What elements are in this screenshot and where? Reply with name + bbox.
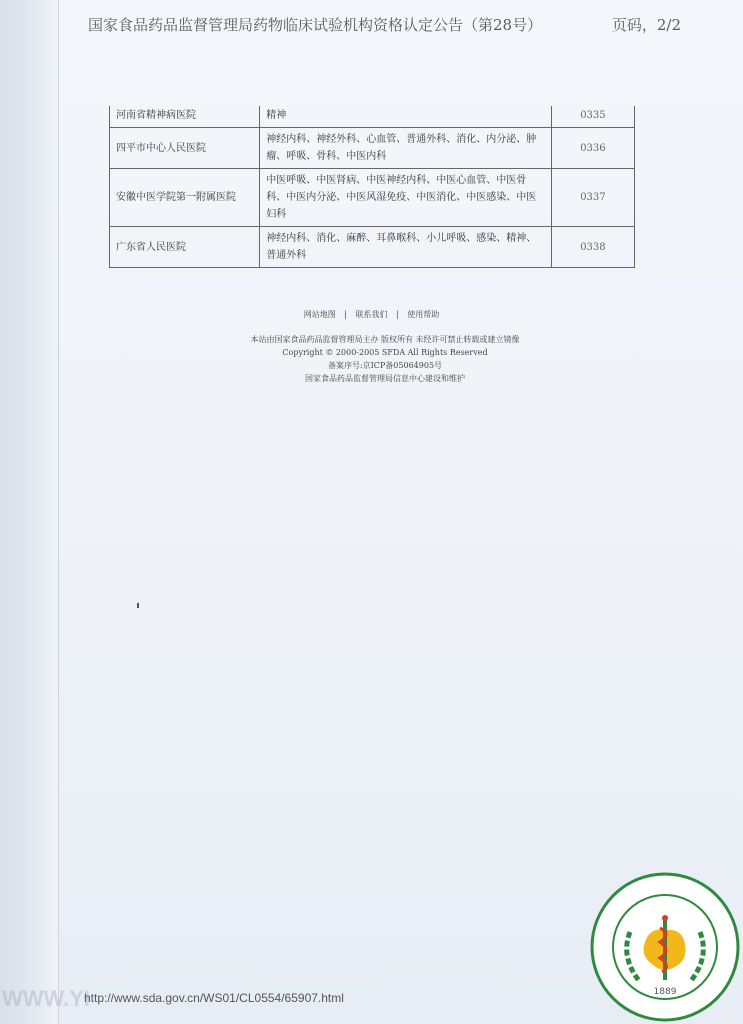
footer-icp: 备案序号:京ICP备05064905号 <box>327 361 443 370</box>
specialty-cell: 精神 <box>260 106 552 128</box>
footer-links <box>0 309 743 320</box>
specialty-cell: 中医呼吸、中医肾病、中医神经内科、中医心血管、中医骨科、中医内分泌、中医风湿免疫、中医消化、中医感染、中医妇科 <box>260 169 552 227</box>
scan-speck <box>137 603 139 608</box>
hospital-cell: 广东省人民医院 <box>110 227 260 268</box>
hospital-cell: 四平市中心人民医院 <box>110 128 260 169</box>
footer-sponsor: 本站由国家食品药品监督管理局主办 版权所有 未经许可禁止转载或建立镜像 <box>250 335 520 344</box>
svg-text:1889: 1889 <box>653 987 677 997</box>
hospital-seal-logo <box>590 872 740 1022</box>
footer-separator: | <box>344 310 347 319</box>
table-row <box>110 106 635 128</box>
certification-table <box>109 106 635 268</box>
specialty-cell: 神经内科、消化、麻醉、耳鼻喉科、小儿呼吸、感染、精神、普通外科 <box>260 227 552 268</box>
hospital-cell: 安徽中医学院第一附属医院 <box>110 169 260 227</box>
code-cell: 0338 <box>551 227 634 268</box>
footer-copyright: Copyright © 2000-2005 SFDA All Rights Reserved <box>282 348 488 357</box>
footer-link-contact[interactable]: 联系我们 <box>355 310 388 319</box>
footer-separator: | <box>396 310 399 319</box>
code-cell: 0336 <box>551 128 634 169</box>
table-row <box>110 227 635 268</box>
footer-maintainer: 国家食品药品监督管理局信息中心建设和维护 <box>305 374 465 383</box>
code-cell: 0335 <box>551 106 634 128</box>
scan-edge-shadow <box>0 0 59 1024</box>
table-row <box>110 169 635 227</box>
code-cell: 0337 <box>551 169 634 227</box>
footer-info <box>0 333 743 385</box>
specialty-cell: 神经内科、神经外科、心血管、普通外科、消化、内分泌、肿瘤、呼吸、骨科、中医内科 <box>260 128 552 169</box>
hospital-cell: 河南省精神病医院 <box>110 106 260 128</box>
table-row <box>110 128 635 169</box>
page-header-title: 国家食品药品监督管理局药物临床试验机构资格认定公告（第28号） <box>88 16 543 34</box>
footer-link-sitemap[interactable]: 网站地图 <box>303 310 336 319</box>
watermark-text: WWW.YI <box>2 986 90 1011</box>
page-url: http://www.sda.gov.cn/WS01/CL0554/65907.html <box>84 991 344 1005</box>
page-number: 页码，2/2 <box>611 16 681 34</box>
footer-link-help[interactable]: 使用帮助 <box>407 310 440 319</box>
